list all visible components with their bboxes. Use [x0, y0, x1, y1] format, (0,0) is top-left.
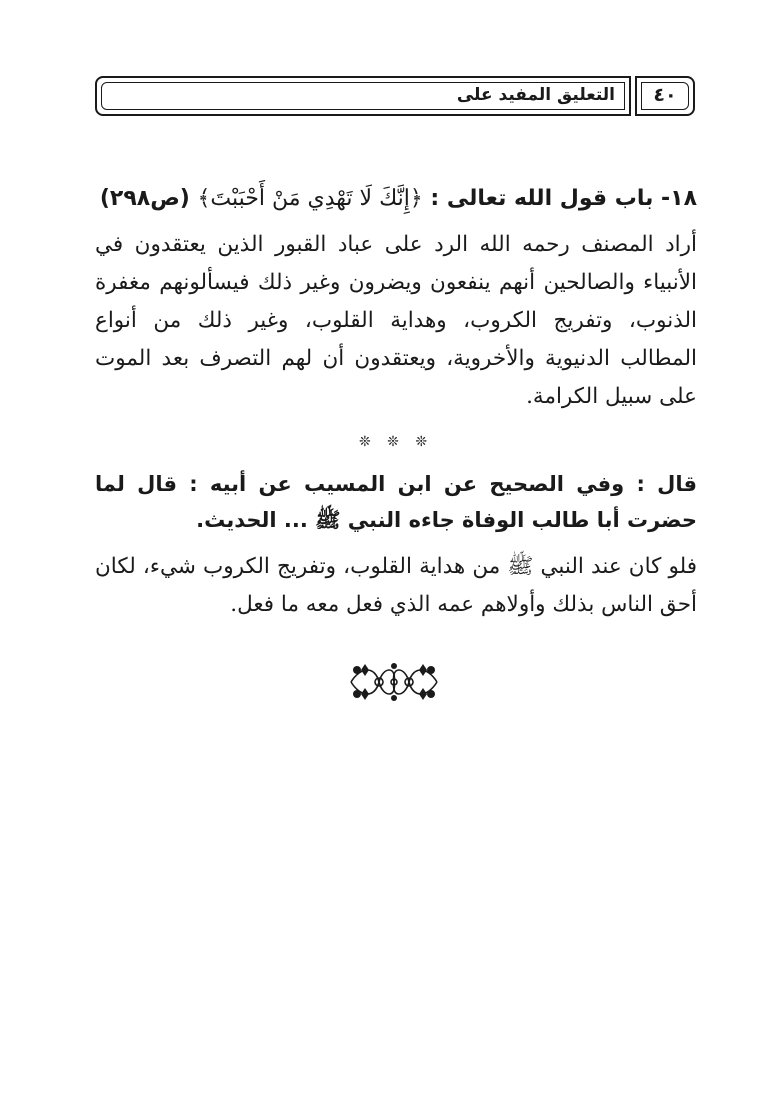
page-number: ٤٠	[653, 84, 677, 106]
quran-verse: ﴿إِنَّكَ لَا تَهْدِي مَنْ أَحْبَبْتَ﴾	[197, 186, 423, 211]
hadith-quote: قال : وفي الصحيح عن ابن المسيب عن أبيه : قال لما حضرت أبا طالب الوفاة جاءه النبي ﷺ ... الحديث.	[95, 472, 697, 532]
chapter-title: باب قول الله تعالى :	[422, 186, 654, 211]
running-title-frame	[95, 76, 631, 116]
page-number-frame	[635, 76, 695, 116]
commentary-paragraph-2: فلو كان عند النبي ﷺ من هداية القلوب، وتفريج الكروب شيء، لكان أحق الناس بذلك وأولاهم عمه الذي فعل معه ما فعل.	[95, 554, 698, 617]
running-title: التعليق المفيد على	[456, 85, 615, 105]
page-reference: (ص٢٩٨)	[99, 186, 198, 211]
chapter-heading	[95, 178, 697, 220]
floral-ornament-icon	[349, 660, 439, 704]
section-separator: ❊ ❊ ❊	[358, 434, 434, 450]
chapter-number: ١٨-	[653, 186, 697, 211]
page-content	[95, 178, 697, 624]
page-header	[95, 76, 695, 114]
commentary-paragraph: أراد المصنف رحمه الله الرد على عباد القبور الذين يعتقدون في الأنبياء والصالحين أنهم ينفعون ويضرون وغير ذلك فيسألونهم مغفرة الذنوب، وتفريج الكروب، وهداية القلوب، وغير ذلك من أنواع المطالب الدنيوية والأخروية، ويعتقدون أن لهم التصرف بعد الموت على سبيل الكرامة.	[95, 232, 697, 409]
